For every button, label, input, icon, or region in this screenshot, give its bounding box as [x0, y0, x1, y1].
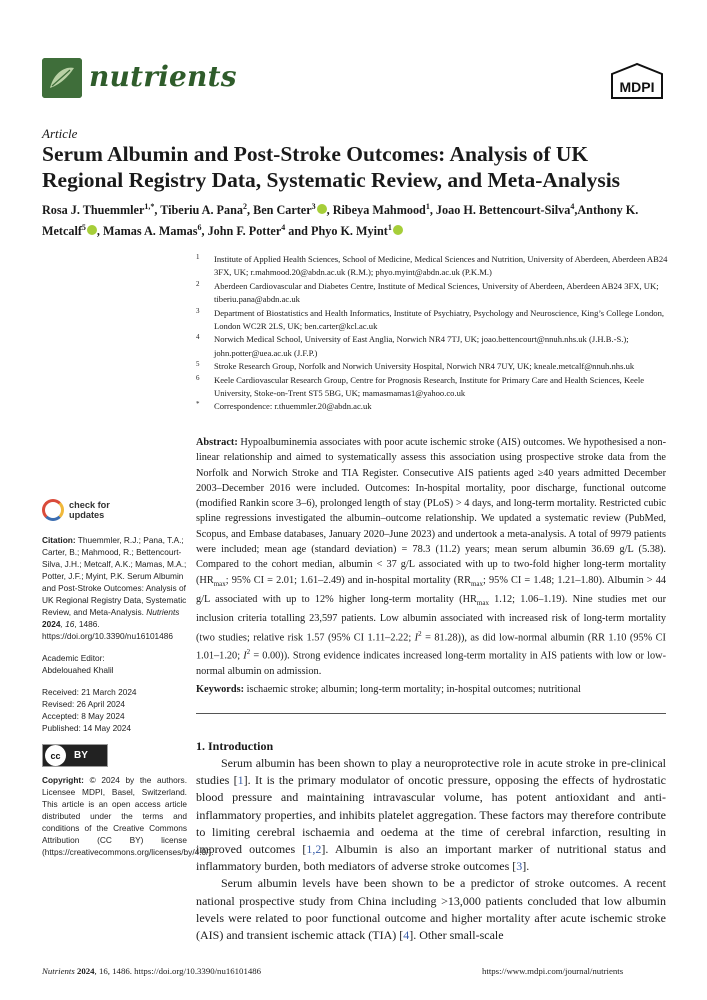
orcid-icon[interactable] — [87, 225, 97, 235]
affiliation-item: 5 Stroke Research Group, Norfolk and Norwich University Hospital, Norwich NR4 7UY, UK; kneale.metcalf@nnuh.nhs.uk — [196, 360, 635, 372]
abstract-text-1: Hypoalbuminemia associates with poor acute ischemic stroke (AIS) outcomes. We hypothesised a non-linear relationship and aimed to systematically assess this association using prospective stroke data from the Norfolk and Norwich Stroke and TIA Register. Consecutive AIS patients aged ≥40 years admitted December 2003–December 2016 were included. Outcomes: In-hospital mortality, poor discharge, functional outcome (modified Rankin score 3–6), prolonged length of stay (PLoS) > 4 days, and long-term mortality. Restricted cubic spline regressions investigated the albumin–outcome relationship. We updated a systematic review (PubMed, Scopus, and Embase databases, January 2020–June 2023) and undertook a meta-analysis. A total of 9979 patients were included; mean age (standard deviation) = 78.3 (11.2) years; mean serum albumin 36.69 g/L (5.38). Compared to the cohort median, albumin < 37 g/L associated with up to two-fold higher long-term mortality (HR — [196, 437, 666, 586]
author-name: Phyo K. Myint — [311, 224, 388, 239]
affiliations — [196, 253, 676, 414]
journal-name: nutrients — [89, 60, 237, 93]
article-type: Article — [42, 126, 78, 141]
citation-link[interactable]: 1,2 — [306, 842, 322, 857]
publication-date: Published: 14 May 2024 — [42, 723, 132, 733]
author-name: Ben Carter — [253, 203, 312, 218]
citation-link[interactable]: 1 — [237, 773, 244, 788]
keywords-text: ischaemic stroke; albumin; long-term mortality; in-hospital outcomes; nutritional — [244, 684, 581, 695]
publication-dates — [42, 686, 187, 734]
divider — [196, 713, 666, 714]
affiliation-item: 2 Aberdeen Cardiovascular and Diabetes Centre, Institute of Medical Sciences, University of Aberdeen, Aberdeen AB24 3FX, UK; tiberiu.pana@abdn.ac.uk — [196, 279, 659, 305]
intro-paragraph-1: Serum albumin has been shown to play a neuroprotective role in acute stroke in pre-clinical studies [1]. It is the primary modulator of oncotic pressure, opposing the effects of hydrostatic blood pressure and maintaining intravascular volume, has potent antioxidant and anti-inflammatory properties, and inhibits platelet aggregation. These factors may therefore contribute to limiting cerebral ischaemia and oedema at the time of cerebral infarction, resulting in improved outcomes [1,2]. Albumin is also an important marker of nutritional status and inflammatory burden, both mediators of adverse stroke outcomes [3]. — [196, 756, 666, 874]
check-for-updates-button[interactable]: check for updates — [42, 498, 187, 522]
nutrients-journal-logo-icon — [42, 58, 82, 98]
introduction-text — [196, 755, 666, 944]
citation-block: Citation: Thuemmler, R.J.; Pana, T.A.; Carter, B.; Mahmood, R.; Bettencourt-Silva, J.H.; Metcalf, A.K.; Mamas, M.A.; Potter, J.F.; Myint, P.K. Serum Albumin and Post-Stroke Outcomes: Analysis of UK Regional Registry Data, Systematic Review, and Meta-Analysis. Nutrients 2024, 16, 1486. https://doi.org/10.3390/nu16101486 — [42, 535, 187, 641]
affiliation-item: 6 Keele Cardiovascular Research Group, Centre for Prognosis Research, Institute for Primary Care and Health Sciences, Keele University, Stoke-on-Trent ST5 5BG, UK; mamasmamas1@yahoo.co.uk — [196, 373, 645, 399]
keywords-label: Keywords: — [196, 684, 245, 695]
keywords — [196, 682, 666, 697]
author-name: Rosa J. Thuemmler — [42, 203, 145, 218]
creative-commons-icon: cc — [45, 745, 66, 766]
cc-by-license-badge[interactable] — [42, 744, 108, 767]
author-name: John F. Potter — [207, 224, 282, 239]
affiliation-item: 4 Norwich Medical School, University of East Anglia, Norwich NR4 7TJ, UK; joao.bettencourt@nnuh.nhs.uk (J.H.B.-S.); john.potter@uea.ac.uk (J.F.P.) — [196, 333, 629, 358]
sidebar — [42, 498, 214, 868]
footer-journal-url[interactable]: https://www.mdpi.com/journal/nutrients — [482, 966, 624, 976]
publication-date: Revised: 26 April 2024 — [42, 699, 126, 709]
affiliation-item: * Correspondence: r.thuemmler.20@abdn.ac.uk — [196, 400, 372, 412]
article-title: Serum Albumin and Post-Stroke Outcomes: Analysis of UK Regional Registry Data, Systematic Review, and Meta-Analysis — [42, 142, 621, 192]
affiliation-item: 1 Institute of Applied Health Sciences, School of Medicine, Medical Sciences and Nutrition, University of Aberdeen, Aberdeen AB24 3FX, UK; r.mahmood.20@abdn.ac.uk (R.M.); phyo.myint@abdn.ac.uk (P.K.M.) — [196, 253, 668, 278]
publication-date: Received: 21 March 2024 — [42, 687, 137, 697]
author-list: Rosa J. Thuemmler$^{1,*}$, Tiberiu A. Pana$^2$, Ben Carter$^3$ , Ribeya Mahmood$^1$, Joao H. Bettencourt-Silva$^4$,Anthony K. Metcalf$^5$ , Mamas A. Mamas$^6$, John F. Potter$^4$ and Phyo K. Myint$^1$ — [42, 202, 639, 239]
orcid-icon[interactable] — [393, 225, 403, 235]
author-name: Tiberiu A. Pana — [160, 203, 243, 218]
author-name: Ribeya Mahmood — [332, 203, 426, 218]
mdpi-logo-text: MDPI — [619, 79, 655, 95]
academic-editor: Academic Editor: Abdelouahed Khalil — [42, 653, 114, 675]
author-name: Joao H. Bettencourt-Silva — [435, 203, 571, 218]
publication-date: Accepted: 8 May 2024 — [42, 711, 125, 721]
abstract-label: Abstract: — [196, 437, 238, 448]
affiliation-item: 3 Department of Biostatistics and Health Informatics, Institute of Psychiatry, Psychology and Neuroscience, King’s College London, London WC2R 2LS, UK; ben.carter@kcl.ac.uk — [196, 306, 665, 332]
check-for-updates-icon — [42, 499, 64, 521]
section-heading-introduction: 1. Introduction — [196, 739, 274, 753]
footer-citation: Nutrients 2024, 16, 1486. https://doi.org/10.3390/nu16101486 — [42, 966, 262, 976]
copyright-notice: Copyright: © 2024 by the authors. Licensee MDPI, Basel, Switzerland. This article is an open access article distributed under the terms and conditions of the Creative Commons Attribution (CC BY) license (https://creativecommons.org/licenses/by/4.0/). — [42, 775, 214, 857]
cc-by-label: BY — [74, 749, 88, 761]
author-name: Anthony K. Metcalf — [42, 203, 639, 239]
mdpi-logo — [606, 62, 668, 104]
citation-link[interactable]: 4 — [403, 928, 410, 943]
citation-link[interactable]: 3 — [516, 859, 523, 874]
abstract: Abstract: Hypoalbuminemia associates with poor acute ischemic stroke (AIS) outcomes. We hypothesised a non-linear relationship and aimed to systematically assess this association using prospective stroke data from the Norfolk and Norwich Stroke and TIA Register. Consecutive AIS patients aged ≥40 years admitted December 2003–December 2016 were included. Outcomes: In-hospital mortality, poor discharge, functional outcome (modified Rankin score 3–6), prolonged length of stay (PLoS) > 4 days, and long-term mortality. Restricted cubic spline regressions investigated the albumin–outcome relationship. We updated a systematic review (PubMed, Scopus, and Embase databases, January 2020–June 2023) and undertook a meta-analysis. A total of 9979 patients were included; mean age (standard deviation) = 78.3 (11.2) years; mean serum albumin 36.69 g/L (5.38). Compared to the cohort median, albumin < 37 g/L associated with up to two-fold higher long-term mortality ($HR_{max}$; 95% CI = 2.01; 1.61–2.49) and in-hospital mortality ($RR_{max}$; 95% CI = 1.48; 1.21–1.80). Albumin > 44 g/L associated with up to 12% higher long-term mortality ($HR_{max}$ 1.12; 1.06–1.19). Nine studies met our inclusion criteria totalling 23,597 patients. Low albumin associated with increased risk of long-term mortality (two studies; relative risk 1.57 (95% CI 1.11–2.22; $I^2 = 81.28$)), as did low-normal albumin (RR 1.10 (95% CI 1.01–1.20; $I^2 = 0.00$)). Strong evidence indicates increased long-term mortality in AIS patients with low or low-normal albumin on admission. — [196, 437, 667, 678]
orcid-icon[interactable] — [317, 204, 327, 214]
intro-paragraph-2: Serum albumin levels have been shown to be a predictor of stroke outcomes. A recent national prospective study from China including >13,000 patients concluded that low albumin levels were related to poor functional outcome and higher mortality after acute ischemic stroke (AIS) and transient ischemic attack (TIA) [4]. Other small-scale — [196, 876, 666, 943]
author-name: Mamas A. Mamas — [103, 224, 198, 239]
